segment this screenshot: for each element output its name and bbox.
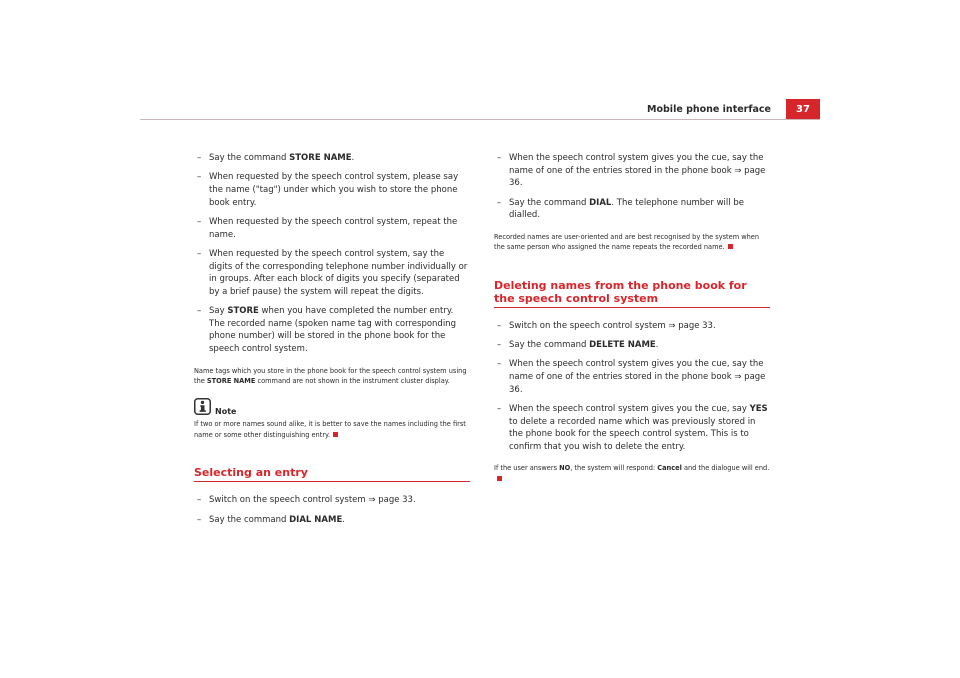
- section-heading: Deleting names from the phone book for the speech control system: [494, 279, 770, 308]
- instruction-step: [494, 320, 770, 333]
- instruction-step: [194, 305, 470, 355]
- voice-command: DIAL NAME: [289, 514, 343, 525]
- step-dash: –: [497, 153, 502, 163]
- voice-command: STORE NAME: [289, 153, 352, 163]
- step-text: When requested by the speech control system, repeat the name.: [209, 216, 458, 240]
- instruction-step: [494, 403, 770, 453]
- instruction-step: [194, 171, 470, 209]
- step-text: Switch on the speech control system: [509, 320, 669, 331]
- info-text: command are not shown in the instrument cluster display.: [255, 376, 450, 385]
- info-text: Name tags which you store in the phone book for the speech control system using the: [194, 366, 467, 385]
- note-exclamation-icon: [194, 398, 211, 415]
- step-dash: –: [197, 306, 202, 317]
- step-text: Say: [209, 306, 228, 317]
- page-number-badge: 37: [786, 99, 820, 119]
- step-text: when you have completed the number entry. The recorded name (spoken name tag with corresponding phone number) will be stored in the phone book for the speech control system.: [209, 306, 456, 354]
- step-text: . The telephone number will be dialled.: [509, 197, 744, 221]
- info-paragraph: [494, 232, 770, 253]
- page-reference: page 33.: [675, 320, 716, 331]
- page-header-title: Mobile phone interface: [647, 104, 771, 115]
- left-column: [194, 152, 470, 533]
- step-text: Say the command: [509, 339, 590, 350]
- step-dash: –: [197, 216, 202, 227]
- right-column: [494, 152, 770, 484]
- info-text: Recorded names are user-oriented and are best recognised by the system when the same person who assigned the name repeats the recorded name.: [494, 232, 760, 252]
- voice-command: DELETE NAME: [589, 339, 656, 350]
- voice-command: STORE: [227, 306, 259, 317]
- step-dash: –: [497, 320, 502, 331]
- step-dash: –: [197, 248, 202, 259]
- instruction-step: [494, 152, 770, 190]
- step-text: Say the command: [209, 153, 290, 163]
- step-text: .: [655, 339, 659, 350]
- step-text: When the speech control system gives you the cue, say the name of one of the entries stored in the phone book: [509, 153, 764, 176]
- step-text: Switch on the speech control system: [209, 495, 369, 506]
- info-text: If the user answers: [494, 464, 560, 473]
- note-text: If two or more names sound alike, it is better to save the names including the first name or some other distinguishing entry.: [194, 420, 466, 439]
- page-reference: page 36.: [509, 371, 766, 395]
- voice-command: NO: [559, 464, 571, 473]
- voice-command: YES: [749, 403, 768, 414]
- step-text: Say the command: [209, 514, 290, 525]
- step-text: to delete a recorded name which was previously stored in the phone book for the speech control system. This is to confirm that you wish to delete the entry.: [509, 416, 756, 452]
- page-reference: page 33.: [375, 495, 416, 506]
- instruction-step: [194, 152, 470, 165]
- end-square-icon: [497, 476, 502, 481]
- note-header: [194, 398, 470, 415]
- voice-command: DIAL: [589, 197, 612, 208]
- info-text: , the system will respond:: [570, 464, 658, 473]
- instruction-step: [494, 197, 770, 222]
- instruction-step: [194, 248, 470, 298]
- page-reference: page 36.: [509, 165, 766, 189]
- instruction-step: [194, 494, 470, 507]
- instruction-step: [494, 358, 770, 396]
- end-square-icon: [728, 244, 733, 249]
- voice-command: STORE NAME: [206, 376, 256, 385]
- step-text: .: [342, 514, 345, 525]
- step-dash: –: [197, 153, 202, 163]
- step-dash: –: [497, 339, 502, 350]
- step-dash: –: [497, 197, 502, 208]
- arrow-icon: ⇒: [734, 371, 742, 382]
- header-divider: [140, 119, 820, 120]
- step-dash: –: [197, 514, 202, 525]
- arrow-icon: ⇒: [368, 495, 376, 506]
- step-text: When the speech control system gives you the cue, say the name of one of the entries stored in the phone book: [509, 359, 764, 382]
- step-text: When requested by the speech control system, say the digits of the corresponding telephone number individually or in groups. After each block of digits you specify (separated by a brief pause) the system will repeat the digits.: [209, 248, 468, 297]
- instruction-step: [194, 514, 470, 527]
- step-text: .: [351, 153, 355, 163]
- arrow-icon: ⇒: [668, 320, 676, 331]
- note-body: [194, 419, 470, 440]
- info-text: and the dialogue will end.: [681, 464, 770, 473]
- arrow-icon: ⇒: [734, 165, 742, 176]
- step-text: When requested by the speech control system, please say the name ("tag") under which you wish to store the phone book entry.: [209, 172, 459, 208]
- step-dash: –: [497, 359, 502, 370]
- step-text: When the speech control system gives you the cue, say: [509, 403, 750, 414]
- info-paragraph: [194, 366, 470, 387]
- step-dash: –: [197, 495, 202, 506]
- end-square-icon: [333, 432, 338, 437]
- note-title: Note: [215, 407, 237, 417]
- step-dash: –: [197, 172, 202, 183]
- voice-command: Cancel: [657, 464, 682, 473]
- info-paragraph: [494, 463, 770, 484]
- step-dash: –: [497, 403, 502, 414]
- instruction-step: [494, 339, 770, 352]
- step-text: Say the command: [509, 197, 590, 208]
- section-heading: Selecting an entry: [194, 466, 470, 482]
- instruction-step: [194, 216, 470, 241]
